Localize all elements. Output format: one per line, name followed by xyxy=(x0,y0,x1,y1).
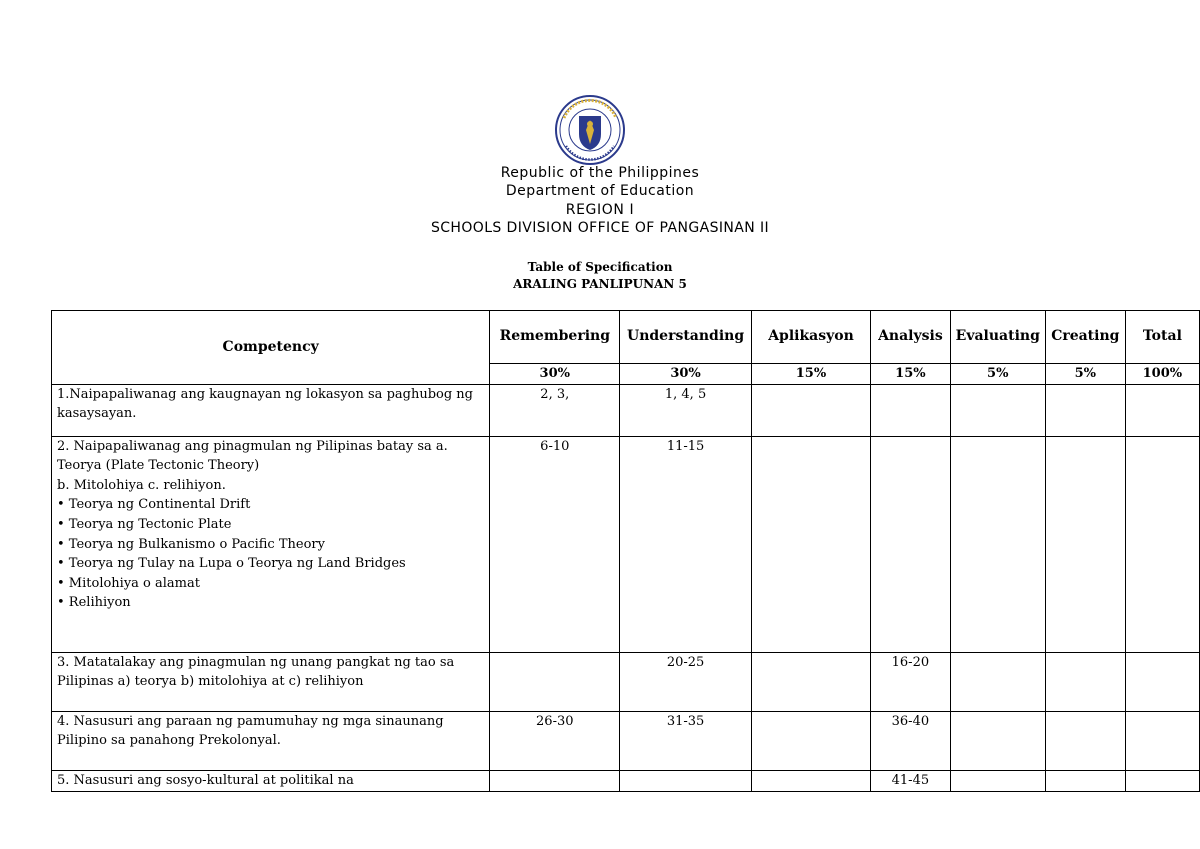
item-cell xyxy=(1125,711,1199,770)
competency-cell: 4. Nasusuri ang paraan ng pamumuhay ng mga sinaunang Pilipino sa panahong Prekolonyal. xyxy=(52,711,490,770)
item-cell xyxy=(751,436,870,652)
item-cell xyxy=(1125,384,1199,436)
item-cell xyxy=(950,384,1045,436)
pct-aplikasyon: 15% xyxy=(751,364,870,385)
col-header-competency: Competency xyxy=(52,311,490,385)
item-cell xyxy=(1045,770,1125,791)
pct-creating: 5% xyxy=(1045,364,1125,385)
table-row xyxy=(52,770,1200,791)
table-row xyxy=(52,384,1200,436)
deped-seal-logo xyxy=(550,94,630,166)
col-header-total: Total xyxy=(1125,311,1199,364)
pct-analysis: 15% xyxy=(871,364,951,385)
item-cell xyxy=(751,770,870,791)
col-header-aplikasyon: Aplikasyon xyxy=(751,311,870,364)
item-cell xyxy=(751,384,870,436)
item-cell xyxy=(1125,652,1199,711)
pct-understanding: 30% xyxy=(620,364,752,385)
header-region: REGION I xyxy=(565,202,635,218)
item-cell xyxy=(871,436,951,652)
table-row xyxy=(52,711,1200,770)
item-cell xyxy=(751,652,870,711)
pct-evaluating: 5% xyxy=(950,364,1045,385)
table-row xyxy=(52,652,1200,711)
item-cell: 16-20 xyxy=(871,652,951,711)
item-cell: 1, 4, 5 xyxy=(620,384,752,436)
item-cell: 36-40 xyxy=(871,711,951,770)
item-cell xyxy=(950,652,1045,711)
competency-cell: 3. Matatalakay ang pinagmulan ng unang pangkat ng tao sa Pilipinas a) teorya b) mitolohiya at c) relihiyon xyxy=(52,652,490,711)
item-cell xyxy=(490,770,620,791)
item-cell xyxy=(620,770,752,791)
col-header-analysis: Analysis xyxy=(871,311,951,364)
item-cell: 41-45 xyxy=(871,770,951,791)
item-cell: 31-35 xyxy=(620,711,752,770)
item-cell: 26-30 xyxy=(490,711,620,770)
item-cell xyxy=(950,436,1045,652)
item-cell xyxy=(1045,436,1125,652)
document-subject: ARALING PANLIPUNAN 5 xyxy=(513,277,687,291)
item-cell: 6-10 xyxy=(490,436,620,652)
competency-cell: 5. Nasusuri ang sosyo-kultural at politikal na xyxy=(52,770,490,791)
item-cell xyxy=(1045,652,1125,711)
item-cell xyxy=(950,770,1045,791)
item-cell xyxy=(490,652,620,711)
table-row xyxy=(52,436,1200,652)
document-title: Table of Specification xyxy=(527,260,673,274)
item-cell xyxy=(751,711,870,770)
item-cell xyxy=(1045,711,1125,770)
col-header-creating: Creating xyxy=(1045,311,1125,364)
header-department: Department of Education xyxy=(505,183,695,199)
header-division: SCHOOLS DIVISION OFFICE OF PANGASINAN II xyxy=(430,220,770,236)
competency-cell: 1.Naipapaliwanag ang kaugnayan ng lokasyon sa paghubog ng kasaysayan. xyxy=(52,384,490,436)
item-cell xyxy=(1045,384,1125,436)
specification-table xyxy=(51,310,1200,792)
item-cell: 11-15 xyxy=(620,436,752,652)
col-header-evaluating: Evaluating xyxy=(950,311,1045,364)
col-header-understanding: Understanding xyxy=(620,311,752,364)
col-header-remembering: Remembering xyxy=(490,311,620,364)
item-cell: 20-25 xyxy=(620,652,752,711)
competency-cell: 2. Naipapaliwanag ang pinagmulan ng Pilipinas batay sa a. Teorya (Plate Tectonic Theory) b. Mitolohiya c. relihiyon. • Teorya ng Continental Drift • Teorya ng Tectonic Plate • Teorya ng Bulkanismo o Pacific Theory • Teorya ng Tulay na Lupa o Teorya ng Land Bridges • Mitolohiya o alamat • Relihiyon xyxy=(52,436,490,652)
header-republic: Republic of the Philippines xyxy=(500,165,700,181)
item-cell xyxy=(1125,436,1199,652)
item-cell xyxy=(950,711,1045,770)
item-cell xyxy=(1125,770,1199,791)
item-cell xyxy=(871,384,951,436)
pct-total: 100% xyxy=(1125,364,1199,385)
pct-remembering: 30% xyxy=(490,364,620,385)
item-cell: 2, 3, xyxy=(490,384,620,436)
